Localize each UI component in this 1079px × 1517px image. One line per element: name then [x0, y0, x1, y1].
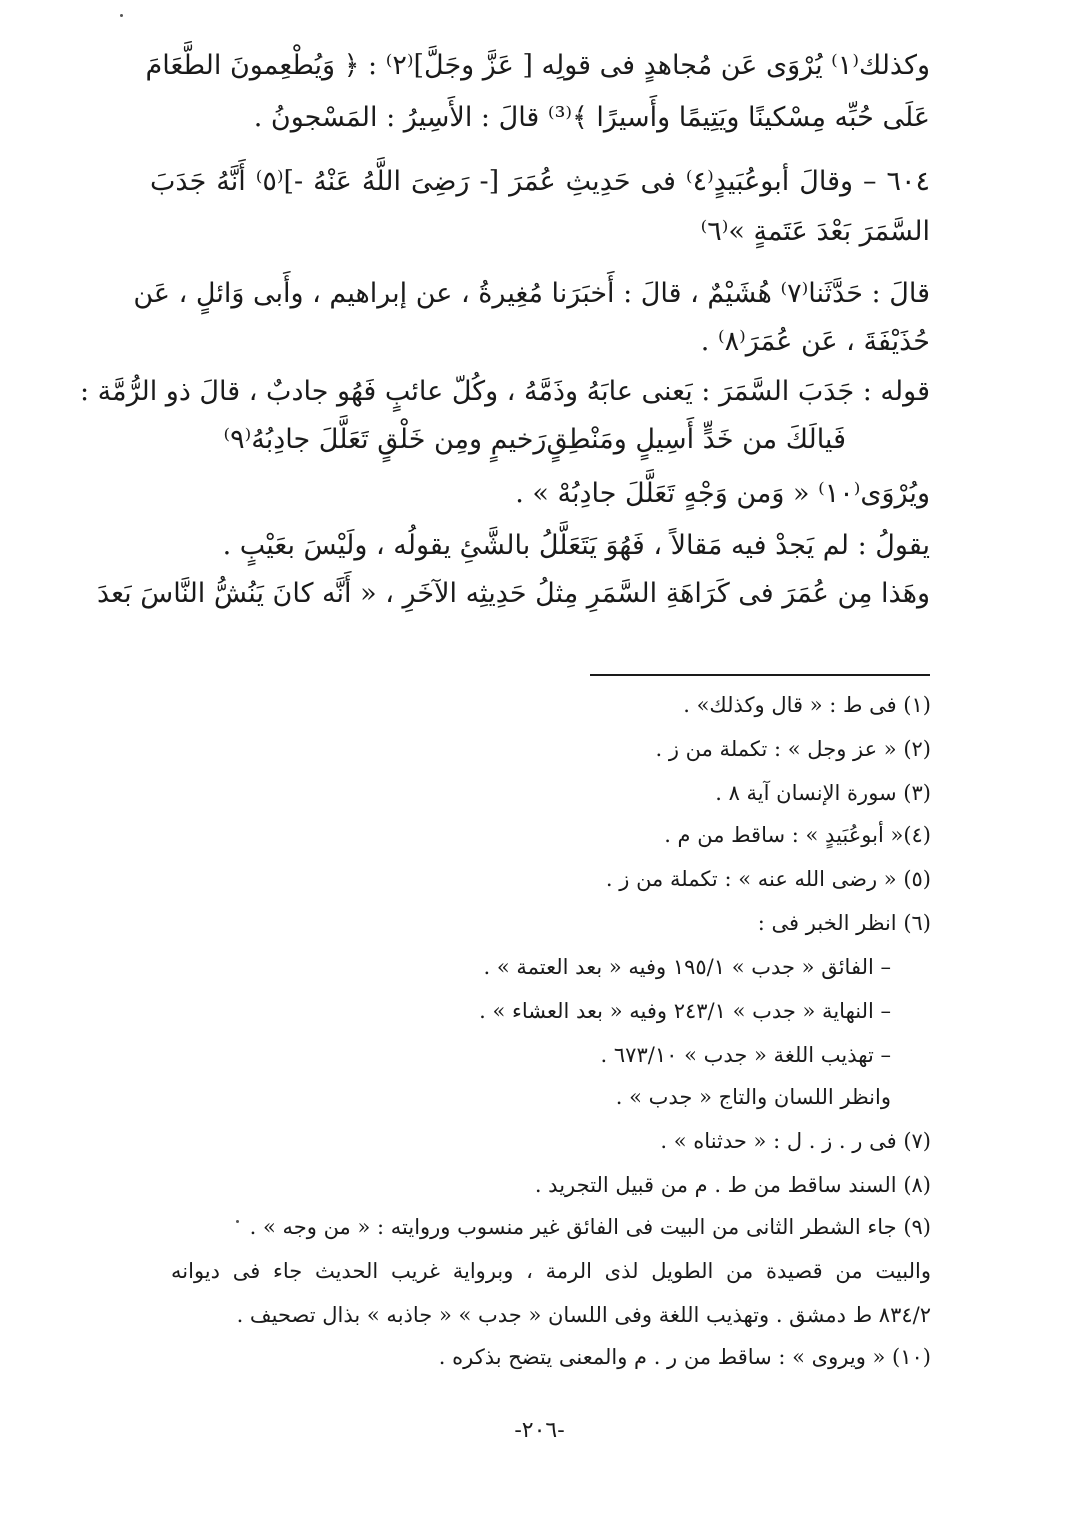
text-line: يقولُ : لم يَجدْ فيه مَقالاً ، فَهُوَ يَتَعَلَّلُ بالشَّئِ يقولُه ، ولَيْسَ بعَيْبٍ . — [222, 530, 930, 561]
text-line: حُذَيْفَةَ ، عَن عُمَرَ⁽٨⁾ . — [700, 326, 930, 357]
text-line: ويُرْوَى⁽١٠⁾ « وَمن وَجْهٍ تَعَلَّلَ جادِبُهْ » . — [515, 478, 930, 509]
poetry-verse — [223, 420, 846, 460]
footnote: (٧) فى ر . ز . ل : « حدثناه » . — [660, 1129, 931, 1153]
verse-second-hemistich: رَخيمٍ ومِن خَلْقٍ تَعَلَّلَ جادِبُهُ⁽٩⁾ — [223, 424, 547, 455]
footnote: (٤)« أبوعُبَيدٍ » : ساقط من م . — [664, 823, 931, 847]
footnote: (٣) سورة الإنسان آية ٨ . — [715, 781, 931, 805]
text-line: قالَ : حَدَّثَنا⁽٧⁾ هُشَيْمٌ ، قالَ : أَخبَرَنا مُغِيرةُ ، عن إبراهيم ، وأَبى وَائلٍ ، عَن — [133, 278, 930, 309]
footnote: (١٠) « ويروى » : ساقط من ر . م والمعنى يتضح بذكره . — [438, 1345, 931, 1369]
footnote: (٨) السند ساقط من ط . م من قبيل التجريد . — [534, 1173, 931, 1197]
text-line: السَّمَرَ بَعْدَ عَتَمةٍ »⁽٦⁾ — [700, 216, 930, 247]
footnote: (٩) جاء الشطر الثانى من البيت فى الفائق غير منسوب وروايته : « من وجه » . — [249, 1215, 931, 1239]
verse-first-hemistich: فَيالَكَ من خَدٍّ أَسِيلٍ ومَنْطِقٍ — [546, 424, 846, 455]
footnote: (١) فى ط : « قال وكذلك» . — [683, 693, 931, 717]
footnote: (٦) انظر الخبر فى : — [757, 911, 931, 935]
page-number: -٢٠٦- — [514, 1418, 565, 1443]
footnote-reference: – تهذيب اللغة « جدب » ٦٧٣/١٠ . — [600, 1043, 891, 1067]
footnote-continuation: ٨٣٤/٢ ط دمشق . وتهذيب اللغة وفى اللسان « جدب » « جاذبه » بذال تصحيف . — [236, 1303, 931, 1327]
footnote: (٥) « رضى الله عنه » : تكملة من ز . — [605, 867, 931, 891]
text-line: وهَذا مِن عُمَرَ فى كَرَاهَةِ السَّمَرِ مِثلُ حَدِيثِه الآخَرِ ، « أَنَّه كانَ يَنُشُّ النَّاسَ بَعدَ — [96, 578, 930, 609]
scan-speck — [236, 1220, 239, 1223]
footnote-reference: – الفائق « جدب » ١٩٥/١ وفيه « بعد العتمة » . — [483, 955, 891, 979]
text-line: وكذلك⁽١⁾ يُرْوَى عَن مُجاهدٍ فى قولِه [ عَزَّ وجَلَّ]⁽٢⁾ : ﴿ وَيُطْعِمونَ الطَّعَامَ — [145, 50, 930, 81]
text-line: عَلَى حُبِّه مِسْكينًا ويَتِيمًا وأَسيرًا ﴾⁽³⁾ قالَ : الأَسِيرُ : المَسْجونُ . — [253, 102, 930, 133]
footnote-continuation: والبيت من قصيدة من الطويل لذى الرمة ، وبرواية غريب الحديث جاء فى ديوانه — [171, 1259, 931, 1283]
text-line: ٦٠٤ – وقالَ أبوعُبَيدٍ⁽٤⁾ فى حَدِيثِ عُمَرَ [- رَضِىَ اللَّهُ عَنْهُ -]⁽٥⁾ أَنَّهُ جَدَبَ — [150, 166, 931, 197]
footnote-separator — [590, 674, 930, 676]
footnote-reference: – النهاية « جدب » ٢٤٣/١ وفيه « بعد العشاء » . — [479, 999, 891, 1023]
text-line: قوله : جَدَبَ السَّمَرَ : يَعنى عابَهُ وذَمَّهُ ، وكُلّ عائبٍ فَهُو جادبٌ ، قالَ ذو الرُّمَّة : — [79, 376, 930, 407]
footnote-reference: وانظر اللسان والتاج « جدب » . — [615, 1085, 891, 1109]
footnote: (٢) « عز وجل » : تكملة من ز . — [655, 737, 931, 761]
scan-speck — [120, 14, 123, 17]
